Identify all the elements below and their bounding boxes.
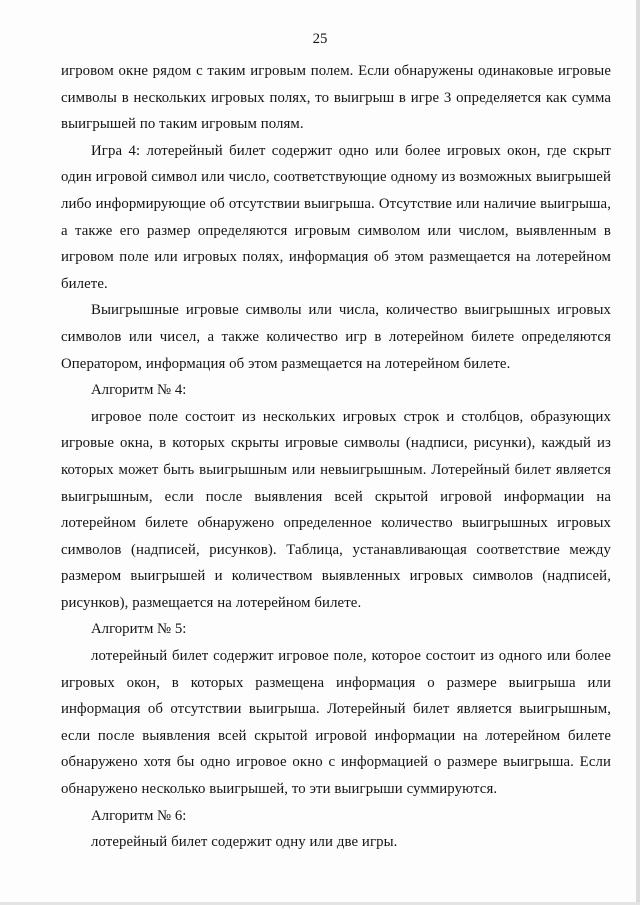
paragraph-algorithm-5: лотерейный билет содержит игровое поле, которое состоит из одного или более игровых окон, в которых размещена информация о размере выигрыша или информация об отсутствии выигрыша. Лотерейный билет является выигрышным, если после выявления всей скрытой игровой информации на лотерейном билете обнаружено хотя бы одно игровое окно с информацией о размере выигрыша. Если обнаружено несколько выигрышей, то эти выигрыши суммируются. xyxy=(61,648,611,798)
paragraph-continuation: игровом окне рядом с таким игровым полем. Если обнаружены одинаковые игровые символы в нескольких игровых полях, то выигрыш в игре 3 определяется как сумма выигрышей по таким игровым полям. xyxy=(61,63,611,133)
heading-algorithm-4: Алгоритм № 4: xyxy=(91,382,187,399)
paragraph-algorithm-6: лотерейный билет содержит одну или две игры. xyxy=(91,834,398,851)
paragraph-game-4: Игра 4: лотерейный билет содержит одно или более игровых окон, где скрыт один игровой символ или число, соответствующие одному из возможных выигрышей либо информирующие об отсутствии выигрыша. Отсутствие или наличие выигрыша, а также его размер определяются игровым символом или числом, выявленным в игровом поле или игровых полях, информация об этом размещается на лотерейном билете. xyxy=(61,142,611,292)
paragraph-algorithm-4: игровое поле состоит из нескольких игровых строк и столбцов, образующих игровые окна, в которых скрыты игровые символы (надписи, рисунки), каждый из которых может быть выигрышным или невыигрышным. Лотерейный билет является выигрышным, если после выявления всей скрытой игровой информации на лотерейном билете обнаружено определенное количество выигрышных игровых символов (надписей, рисунков). Таблица, устанавливающая соответствие между размером выигрышей и количеством выявленных игровых символов (надписей, рисунков), размещается на лотерейном билете. xyxy=(61,408,611,611)
scan-edge-right xyxy=(636,0,640,905)
heading-algorithm-6: Алгоритм № 6: xyxy=(91,807,187,824)
heading-algorithm-5: Алгоритм № 5: xyxy=(91,621,187,638)
page-number: 25 xyxy=(312,31,328,47)
paragraph-winning-symbols: Выигрышные игровые символы или числа, количество выигрышных игровых символов или чисел, а также количество игр в лотерейном билете определяются Оператором, информация об этом размещается на лотерейном билете. xyxy=(61,302,611,372)
body-text xyxy=(61,58,611,856)
